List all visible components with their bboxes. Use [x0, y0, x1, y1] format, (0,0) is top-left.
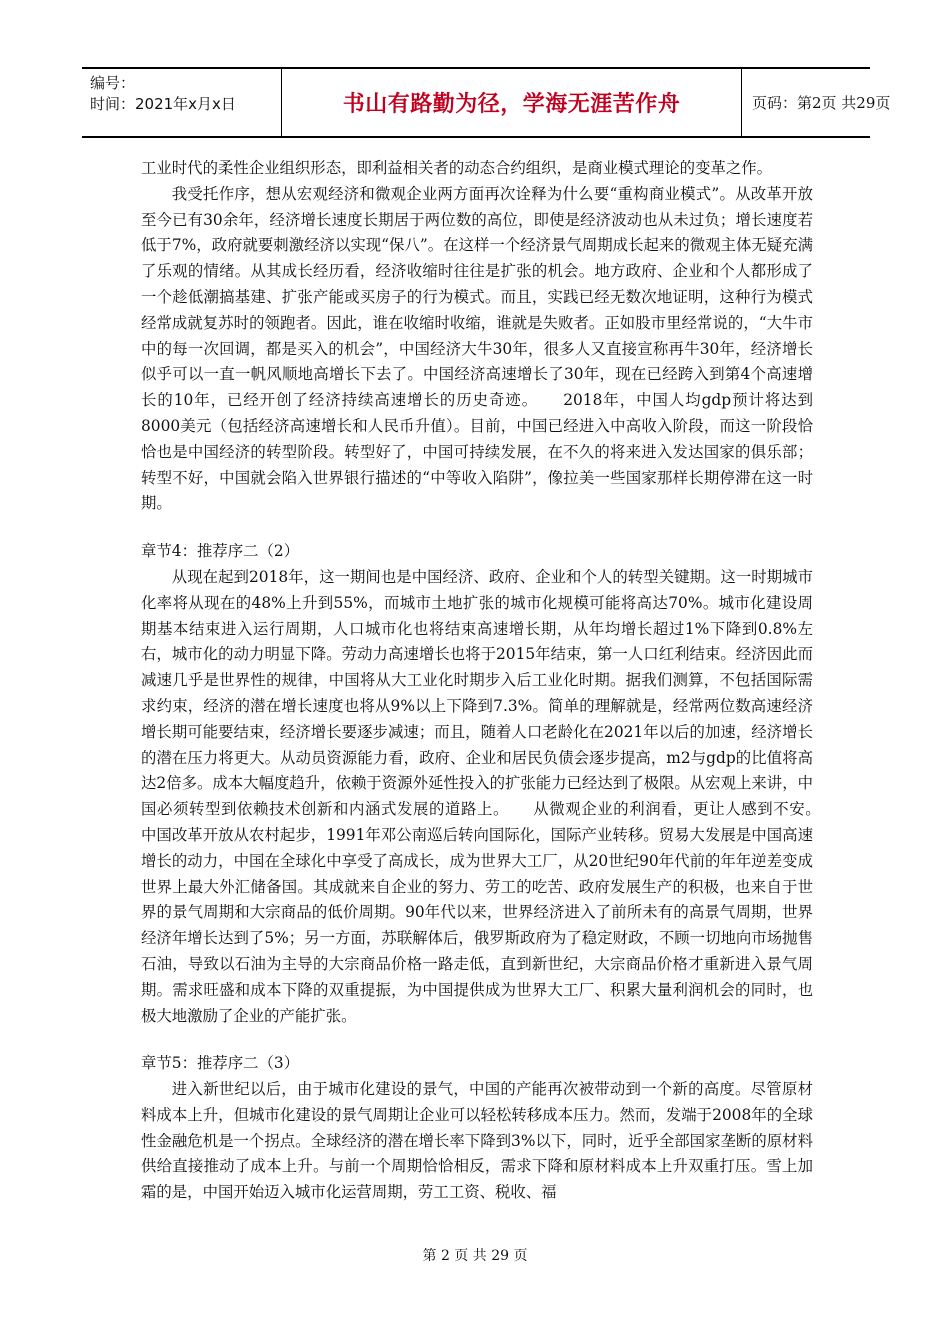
paragraph-gap	[141, 1029, 813, 1051]
header-page-cell	[742, 69, 891, 136]
paragraph: 我受托作序，想从宏观经济和微观企业两方面再次诠释为什么要“重构商业模式”。从改革开放至今已有30余年，经济增长速度长期居于两位数的高位，即使是经济波动也从未过负；增长速度若低于7%，政府就要刺激经济以实现“保八”。在这样一个经济景气周期成长起来的微观主体无疑充满了乐观的情绪。从其成长经历看，经济收缩时往往是扩张的机会。地方政府、企业和个人都形成了一个趁低潮搞基建、扩张产能或买房子的行为模式。而且，实践已经无数次地证明，这种行为模式经常成就复苏时的领跑者。因此，谁在收缩时收缩，谁就是失败者。正如股市里经常说的，“大牛市中的每一次回调，都是买入的机会”，中国经济大牛30年，很多人又直接宣称再牛30年，经济增长似乎可以一直一帆风顺地高增长下去了。中国经济高速增长了30年，现在已经跨入到第4个高速增长的10年，已经开创了经济持续高速增长的历史奇迹。 2018年，中国人均gdp预计将达到8000美元（包括经济高速增长和人民币升值）。目前，中国已经进入中高收入阶段，而这一阶段恰恰也是中国经济的转型阶段。转型好了，中国可持续发展，在不久的将来进入发达国家的俱乐部；转型不好，中国就会陷入世界银行描述的“中等收入陷阱”，像拉美一些国家那样长期停滞在这一时期。	[141, 184, 813, 513]
paragraph: 从现在起到2018年，这一期间也是中国经济、政府、企业和个人的转型关键期。这一时期城市化率将从现在的48%上升到55%，而城市土地扩张的城市化规模可能将高达70%。城市化建设周期基本结束进入运行周期，人口城市化也将结束高速增长期，从年均增长超过1%下降到0.8%左右，城市化的动力明显下降。劳动力高速增长也将于2015年结束，第一人口红利结束。经济因此而减速几乎是世界性的规律，中国将从大工业化时期步入后工业化时期。据我们测算，不包括国际需求约束，经济的潜在增长速度也将从9%以上下降到7.3%。简单的理解就是，经常两位数高速经济增长期可能要结束，经济增长要逐步减速；而且，随着人口老龄化在2021年以后的加速，经济增长的潜在压力将更大。从动员资源能力看，政府、企业和居民负债会逐步提高，m2与gdp的比值将高达2倍多。成本大幅度趋升，依赖于资源外延性投入的扩张能力已经达到了极限。从宏观上来讲，中国必须转型到依赖技术创新和内涵式发展的道路上。 从微观企业的利润看，更让人感到不安。 中国改革开放从农村起步，1991年邓公南巡后转向国际化，国际产业转移。贸易大发展是中国高速增长的动力，中国在全球化中享受了高成长，成为世界大工厂，从20世纪90年代前的年年逆差变成世界上最大外汇储备国。其成就来自企业的努力、劳工的吃苦、政府发展生产的积极，也来自于世界的景气周期和大宗商品的低价周期。90年代以来，世界经济进入了前所未有的高景气周期，世界经济年增长达到了5%；另一方面，苏联解体后，俄罗斯政府为了稳定财政，不顾一切地向市场抛售石油，导致以石油为主导的大宗商品价格一路走低，直到新世纪，大宗商品价格才重新进入景气周期。需求旺盛和成本下降的双重提振，为中国提供成为世界大工厂、积累大量利润机会的同时，也极大地激励了企业的产能扩张。	[141, 567, 844, 1025]
section-heading: 章节4：推荐序二（2）	[141, 542, 300, 561]
header-meta-cell	[82, 69, 282, 136]
paragraph-continuation: 工业时代的柔性企业组织形态，即利益相关者的动态合约组织，是商业模式理论的变革之作。	[141, 159, 773, 177]
paragraph-gap	[141, 517, 813, 539]
page-header	[82, 67, 891, 138]
paragraph: 进入新世纪以后，由于城市化建设的景气，中国的产能再次被带动到一个新的高度。尽管原材料成本上升，但城市化建设的景气周期让企业可以轻松转移成本压力。然而，发端于2008年的全球性金融危机是一个拐点。全球经济的潜在增长率下降到3%以下，同时，近乎全部国家垄断的原材料供给直接推动了成本上升。与前一个周期恰恰相反，需求下降和原材料成本上升双重打压。雪上加霜的是，中国开始迈入城市化运营周期，劳工工资、税收、福	[141, 1080, 813, 1202]
header-motto: 书山有路勤为径，学海无涯苦作舟	[342, 92, 681, 117]
document-number-label: 编号：	[90, 74, 136, 92]
header-motto-cell	[282, 69, 742, 136]
document-body	[141, 156, 844, 1206]
header-page-info: 页码：第2页 共29页	[752, 94, 891, 112]
section-heading: 章节5：推荐序二（3）	[141, 1054, 300, 1073]
document-time-label: 时间：2021年x月x日	[90, 95, 236, 113]
page-footer: 第 2 页 共 29 页	[422, 1248, 528, 1264]
